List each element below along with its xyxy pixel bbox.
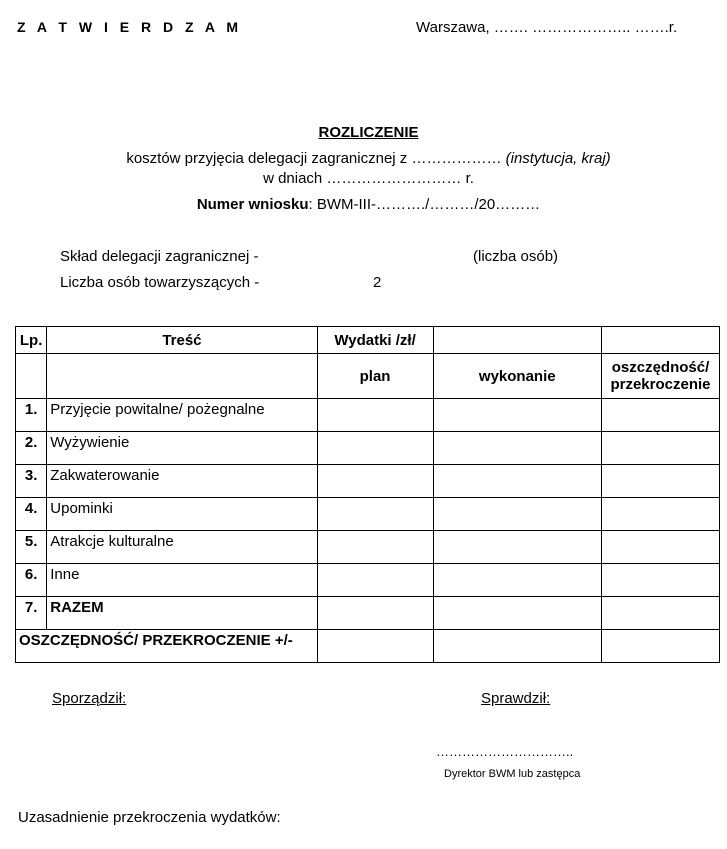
header-lp: Lp. <box>16 327 47 354</box>
row-label: Atrakcje kulturalne <box>47 531 317 564</box>
header-empty-1 <box>433 327 601 354</box>
row-lp: 7. <box>16 597 47 630</box>
savings-savings-cell[interactable] <box>601 630 719 663</box>
companions-label: Liczba osób towarzyszących - <box>60 274 260 291</box>
row-savings-cell[interactable] <box>601 597 719 630</box>
savings-total-label: OSZCZĘDNOŚĆ/ PRZEKROCZENIE +/- <box>16 630 318 663</box>
row-execution-cell[interactable] <box>433 465 601 498</box>
signature-line: ………………………….. <box>436 744 574 759</box>
row-label: Zakwaterowanie <box>47 465 317 498</box>
table-row <box>16 399 720 432</box>
table-row <box>16 498 720 531</box>
title-line-dates: w dniach ……………………… r. <box>263 170 474 187</box>
row-execution-cell[interactable] <box>433 564 601 597</box>
delegation-composition-hint: (liczba osób) <box>473 248 559 265</box>
row-plan-cell[interactable] <box>317 399 433 432</box>
subheader-empty-content <box>47 354 317 399</box>
row-lp: 6. <box>16 564 47 597</box>
row-label: Przyjęcie powitalne/ pożegnalne <box>47 399 317 432</box>
row-savings-cell[interactable] <box>601 399 719 432</box>
header-expenses: Wydatki /zł/ <box>317 327 433 354</box>
row-savings-cell[interactable] <box>601 498 719 531</box>
document-title: ROZLICZENIE <box>318 124 419 141</box>
place-date-line: Warszawa, ……. ……………….. …….r. <box>416 19 678 36</box>
row-lp: 5. <box>16 531 47 564</box>
request-number-value: : BWM-III-………./………/20……… <box>308 196 541 213</box>
prepared-by-label: Sporządził: <box>52 690 127 707</box>
table-header-row <box>16 327 720 354</box>
row-savings-cell[interactable] <box>601 564 719 597</box>
director-caption: Dyrektor BWM lub zastępca <box>444 768 581 780</box>
table-row <box>16 564 720 597</box>
row-lp: 2. <box>16 432 47 465</box>
row-label: Inne <box>47 564 317 597</box>
row-savings-cell[interactable] <box>601 465 719 498</box>
row-execution-cell[interactable] <box>433 597 601 630</box>
table-row <box>16 465 720 498</box>
expenses-table <box>15 326 720 663</box>
row-label: Wyżywienie <box>47 432 317 465</box>
row-plan-cell[interactable] <box>317 498 433 531</box>
row-label: Upominki <box>47 498 317 531</box>
row-savings-cell[interactable] <box>601 432 719 465</box>
title-line-costs <box>0 150 727 167</box>
row-lp: 4. <box>16 498 47 531</box>
header-empty-2 <box>601 327 719 354</box>
table-row <box>16 531 720 564</box>
row-execution-cell[interactable] <box>433 498 601 531</box>
title-line-costs-text: kosztów przyjęcia delegacji zagranicznej z ……………… <box>126 150 506 167</box>
header-content: Treść <box>47 327 317 354</box>
row-execution-cell[interactable] <box>433 399 601 432</box>
header-savings-line2: przekroczenie <box>610 376 711 393</box>
row-lp: 1. <box>16 399 47 432</box>
checked-by-label: Sprawdził: <box>481 690 551 707</box>
row-lp: 3. <box>16 465 47 498</box>
title-line-request-number <box>0 196 727 213</box>
companions-value: 2 <box>373 274 382 291</box>
header-plan: plan <box>317 354 433 399</box>
row-execution-cell[interactable] <box>433 432 601 465</box>
savings-execution-cell[interactable] <box>433 630 601 663</box>
header-savings <box>601 354 719 399</box>
table-row-total <box>16 597 720 630</box>
savings-plan-cell[interactable] <box>317 630 433 663</box>
table-subheader-row <box>16 354 720 399</box>
justification-label: Uzasadnienie przekroczenia wydatków: <box>18 809 281 826</box>
row-savings-cell[interactable] <box>601 531 719 564</box>
subheader-empty-lp <box>16 354 47 399</box>
table-row-savings <box>16 630 720 663</box>
header-execution: wykonanie <box>433 354 601 399</box>
row-plan-cell[interactable] <box>317 597 433 630</box>
delegation-composition-label: Skład delegacji zagranicznej - <box>60 248 259 265</box>
table-row <box>16 432 720 465</box>
row-plan-cell[interactable] <box>317 432 433 465</box>
row-plan-cell[interactable] <box>317 531 433 564</box>
title-line-costs-hint: (instytucja, kraj) <box>505 150 611 167</box>
row-plan-cell[interactable] <box>317 465 433 498</box>
header-savings-line1: oszczędność/ <box>611 359 710 376</box>
request-number-label: Numer wniosku <box>196 196 309 213</box>
row-plan-cell[interactable] <box>317 564 433 597</box>
row-label-total: RAZEM <box>47 597 317 630</box>
row-execution-cell[interactable] <box>433 531 601 564</box>
approval-heading: Z A T W I E R D Z A M <box>17 19 243 35</box>
